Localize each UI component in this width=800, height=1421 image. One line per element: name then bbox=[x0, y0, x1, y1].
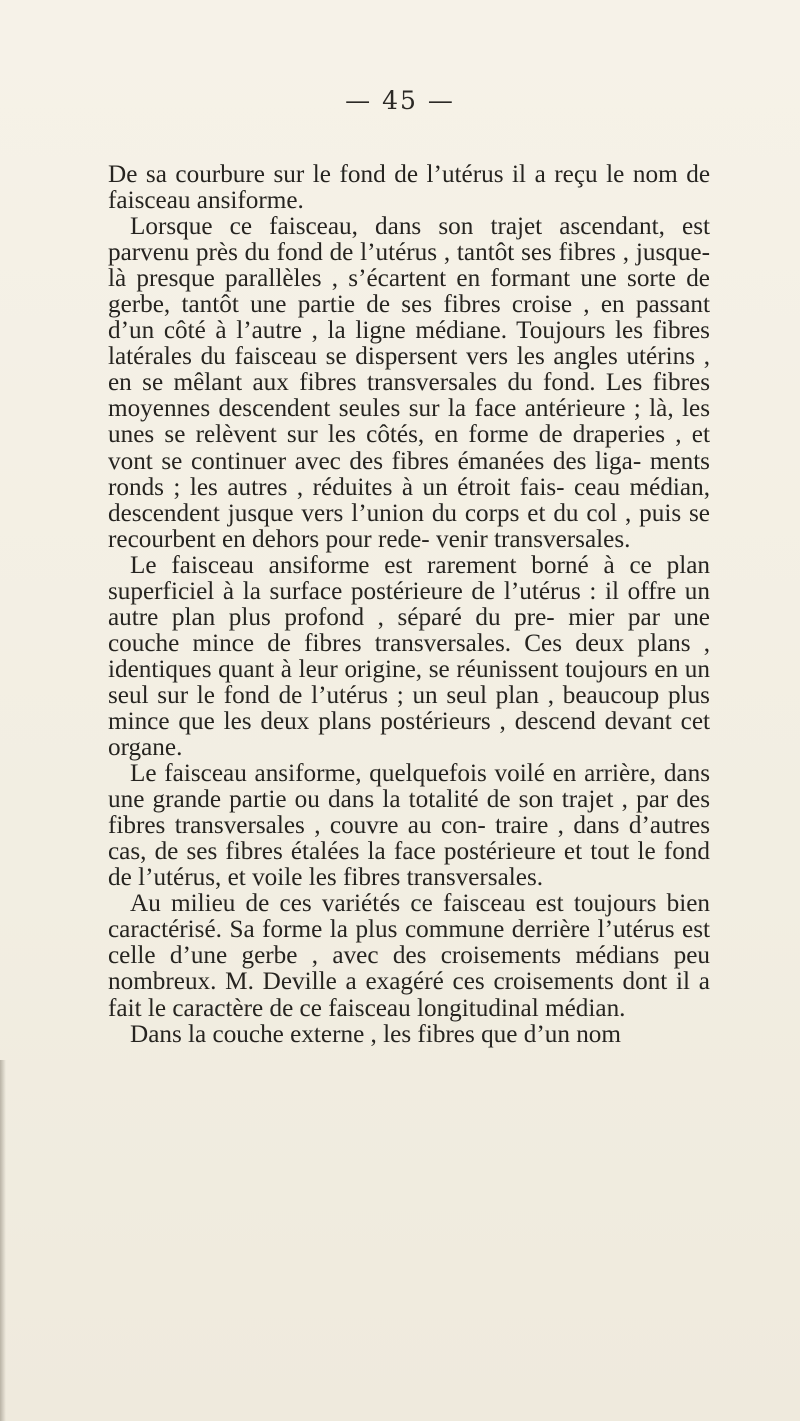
page-number: — 45 — bbox=[345, 86, 455, 115]
body-text bbox=[108, 162, 710, 1048]
paragraph-5: Au milieu de ces variétés ce faisceau est toujours bien caractérisé. Sa forme la plus commune derrière l’utérus est celle d’une gerbe , avec des croisements médians peu nombreux. M. Deville a exagéré ces croisements dont il a fait le caractère de ce faisceau longitudinal médian. bbox=[108, 890, 710, 1022]
paragraph-2: Lorsque ce faisceau, dans son trajet ascendant, est parvenu près du fond de l’utérus , tantôt ses fibres , jusque-là presque parallèles , s’écartent en formant une sorte de gerbe, tantôt une partie de ses fibres croise , en passant d’un côté à l’autre , la ligne médiane. Toujours les fibres latérales du faisceau se dispersent vers les angles utérins , en se mêlant aux fibres transversales du fond. Les fibres moyennes descendent seules sur la face antérieure ; là, les unes se relèvent sur les côtés, en forme de draperies , et vont se continuer avec des fibres émanées des liga- ments ronds ; les autres , réduites à un étroit fais- ceau médian, descendent jusque vers l’union du corps et du col , puis se recourbent en dehors pour rede- venir transversales. bbox=[108, 213, 710, 553]
paragraph-1: De sa courbure sur le fond de l’utérus il a reçu le nom de faisceau ansiforme. bbox=[108, 161, 710, 215]
paragraph-4: Le faisceau ansiforme, quelquefois voilé en arrière, dans une grande partie ou dans la totalité de son trajet , par des fibres transversales , couvre au con- traire , dans d’autres cas, de ses fibres étalées la face postérieure et tout le fond de l’utérus, et voile les fibres transversales. bbox=[108, 760, 710, 892]
paragraph-3: Le faisceau ansiforme est rarement borné à ce plan superficiel à la surface postérieure de l’utérus : il offre un autre plan plus profond , séparé du pre- mier par une couche mince de fibres transversales. Ces deux plans , identiques quant à leur origine, se réunissent toujours en un seul sur le fond de l’utérus ; un seul plan , beaucoup plus mince que les deux plans postérieurs , descend devant cet organe. bbox=[108, 551, 710, 762]
paragraph-6: Dans la couche externe , les fibres que d’un nom bbox=[130, 1020, 621, 1048]
page-edge-shadow bbox=[0, 1060, 6, 1421]
